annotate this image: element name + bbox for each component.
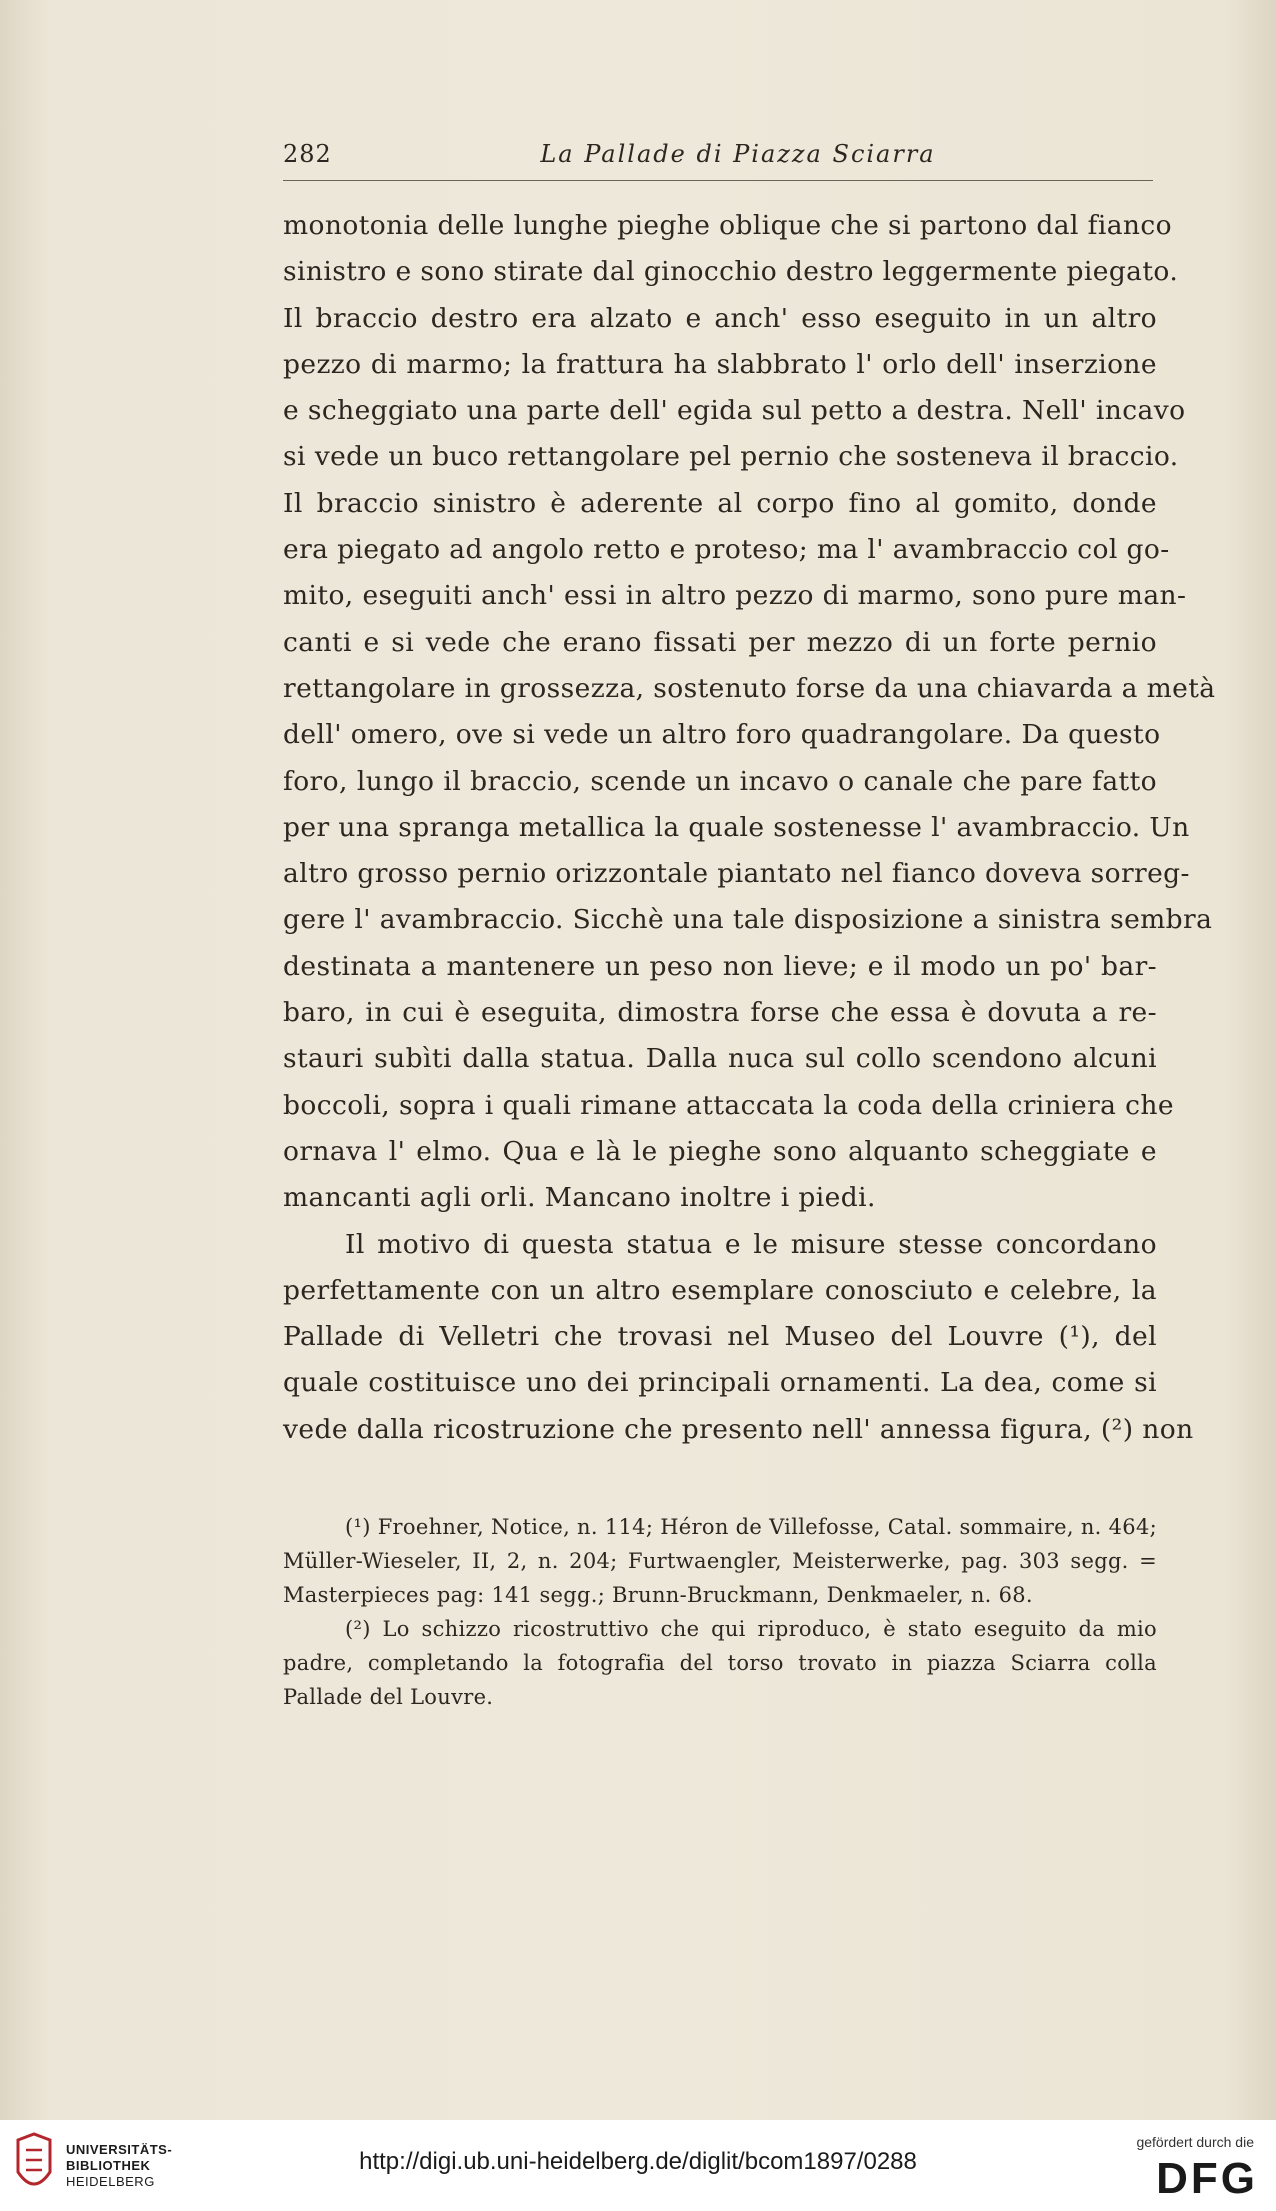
library-line-3: HEIDELBERG [66, 2174, 155, 2189]
text-line: Pallade di Velletri che trovasi nel Museo del Louvre (¹), del [283, 1321, 1157, 1353]
body-text [283, 203, 1216, 1453]
library-line-1: UNIVERSITÄTS- [66, 2142, 173, 2157]
footnote-line: Pallade del Louvre. [283, 1685, 494, 1709]
text-line: altro grosso pernio orizzontale piantato nel fianco doveva sorreg- [283, 858, 1190, 890]
text-line: perfettamente con un altro esemplare conosciuto e celebre, la [283, 1274, 1157, 1306]
text-line: e scheggiato una parte dell' egida sul petto a destra. Nell' incavo [283, 395, 1186, 427]
footnote-line: padre, completando la fotografia del torso trovato in piazza Sciarra colla [283, 1651, 1157, 1675]
text-line: quale costituisce uno dei principali ornamenti. La dea, come si [283, 1367, 1157, 1399]
text-line: sinistro e sono stirate dal ginocchio destro leggermente piegato. [283, 256, 1179, 288]
text-line: stauri subìti dalla statua. Dalla nuca sul collo scendono alcuni [283, 1043, 1157, 1075]
text-line: era piegato ad angolo retto e proteso; ma l' avambraccio col go- [283, 534, 1170, 566]
running-title: La Pallade di Piazza Sciarra [540, 140, 936, 168]
library-line-2: BIBLIOTHEK [66, 2158, 151, 2173]
text-line: dell' omero, ove si vede un altro foro quadrangolare. Da questo [283, 719, 1161, 751]
text-line: mancanti agli orli. Mancano inoltre i piedi. [283, 1182, 876, 1214]
text-line: si vede un buco rettangolare pel pernio che sosteneva il braccio. [283, 441, 1179, 473]
text-line: gere l' avambraccio. Sicchè una tale disposizione a sinistra sembra [283, 904, 1213, 936]
footnote-line: Masterpieces pag: 141 segg.; Brunn-Bruckmann, Denkmaeler, n. 68. [283, 1583, 1033, 1607]
text-line: rettangolare in grossezza, sostenuto forse da una chiavarda a metà [283, 672, 1216, 704]
footnote-1 [283, 1510, 1157, 1612]
dfg-caption: gefördert durch die [1136, 2134, 1254, 2150]
text-line: Il braccio destro era alzato e anch' esso eseguito in un altro [283, 302, 1157, 334]
footnotes [283, 1510, 1157, 1714]
text-line: pezzo di marmo; la frattura ha slabbrato l' orlo dell' inserzione [283, 348, 1157, 380]
text-line: vede dalla ricostruzione che presento nell' annessa figura, (²) non [283, 1413, 1194, 1445]
page-number: 282 [283, 140, 332, 168]
text-line: mito, eseguiti anch' essi in altro pezzo di marmo, sono pure man- [283, 580, 1187, 612]
text-line: Il braccio sinistro è aderente al corpo fino al gomito, donde [283, 487, 1157, 519]
footnote-line: Müller-Wieseler, II, 2, n. 204; Furtwaengler, Meisterwerke, pag. 303 segg. = [283, 1549, 1157, 1573]
text-line: ornava l' elmo. Qua e là le pieghe sono alquanto scheggiate e [283, 1135, 1157, 1167]
permalink-url[interactable]: http://digi.ub.uni-heidelberg.de/diglit/bcom1897/0288 [359, 2148, 917, 2175]
paragraph-2 [283, 1222, 1194, 1453]
paragraph-1 [283, 203, 1216, 1222]
text-line: destinata a mantenere un peso non lieve; e il modo un po' bar- [283, 950, 1157, 982]
footnote-line: (¹) Froehner, Notice, n. 114; Héron de Villefosse, Catal. sommaire, n. 464; [345, 1515, 1157, 1539]
running-header [283, 140, 1153, 181]
text-line: boccoli, sopra i quali rimane attaccata la coda della criniera che [283, 1089, 1174, 1121]
text-line: monotonia delle lunghe pieghe oblique che si partono dal fianco [283, 210, 1172, 241]
text-line: Il motivo di questa statua e le misure stesse concordano [345, 1228, 1157, 1260]
text-line: foro, lungo il braccio, scende un incavo o canale che pare fatto [283, 765, 1157, 797]
footnote-2 [283, 1612, 1157, 1714]
dfg-logo: DFG [1156, 2154, 1258, 2203]
footnote-line: (²) Lo schizzo ricostruttivo che qui riproduco, è stato eseguito da mio [345, 1617, 1157, 1641]
text-line: baro, in cui è eseguita, dimostra forse che essa è dovuta a re- [283, 997, 1157, 1029]
digitization-footer [0, 2120, 1276, 2211]
text-line: canti e si vede che erano fissati per mezzo di un forte pernio [283, 626, 1157, 658]
text-line: per una spranga metallica la quale sostenesse l' avambraccio. Un [283, 811, 1190, 843]
